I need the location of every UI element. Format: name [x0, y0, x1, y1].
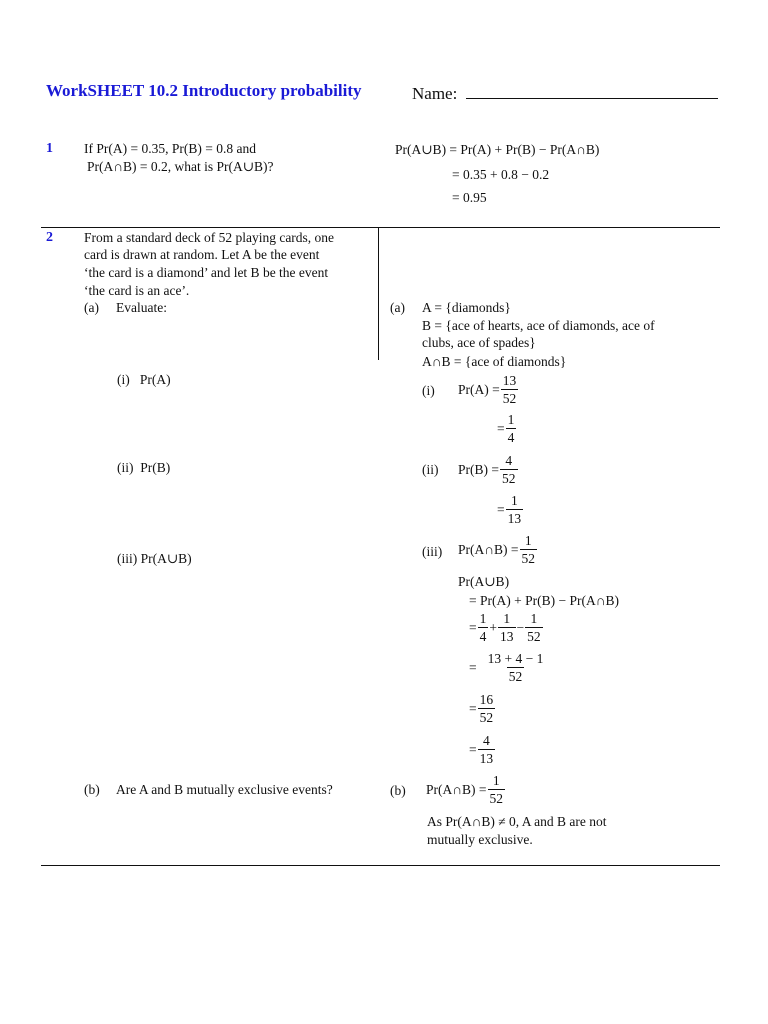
- part-b-text: Are A and B mutually exclusive events?: [116, 782, 333, 797]
- answer-iii-step1: [458, 532, 538, 567]
- numerator: 13 + 4 − 1: [487, 651, 544, 666]
- part-a-ii: (ii) Pr(B): [117, 460, 171, 475]
- denominator: 52: [521, 551, 535, 566]
- denominator: 52: [502, 391, 517, 406]
- answer-iii-step-16: [469, 691, 496, 726]
- fraction: [488, 772, 506, 807]
- numerator: 13: [502, 373, 517, 388]
- answer-1-line3: = 0.95: [452, 190, 487, 205]
- answer-1-line2: = 0.35 + 0.8 − 0.2: [452, 167, 550, 182]
- answer-b-step1: [426, 772, 506, 807]
- numerator: 1: [503, 611, 511, 626]
- denominator: 13: [507, 511, 522, 526]
- answer-iii-line2: Pr(A∪B): [458, 574, 510, 589]
- equals-sign: =: [469, 620, 477, 635]
- question-1-text-line1: If Pr(A) = 0.35, Pr(B) = 0.8 and: [84, 141, 256, 156]
- plus-sign: +: [489, 620, 497, 635]
- part-a-i: (i) Pr(A): [117, 372, 171, 387]
- numerator: 4: [505, 453, 513, 468]
- answer-ii-expr: Pr(B) =: [458, 462, 499, 477]
- fraction: [520, 532, 538, 567]
- answer-i-label: (i): [422, 383, 435, 398]
- part-a-label: (a): [84, 300, 99, 315]
- answer-iii-step-sum: [469, 610, 544, 645]
- question-2-intro-line1: From a standard deck of 52 playing cards, one: [84, 230, 335, 245]
- numerator: 16: [479, 692, 494, 707]
- denominator: 52: [502, 471, 516, 486]
- answer-a-line3: clubs, ace of spades}: [422, 335, 536, 350]
- worksheet-title: WorkSHEET 10.2 Introductory probability: [46, 81, 362, 100]
- answer-iii-expr: Pr(A∩B) =: [458, 542, 519, 557]
- answer-a-line1: A = {diamonds}: [422, 300, 511, 315]
- answer-iii-label: (iii): [422, 544, 443, 559]
- fraction: [506, 411, 517, 446]
- fraction: [506, 492, 524, 527]
- fraction: [525, 610, 543, 645]
- fraction: [478, 610, 489, 645]
- answer-iii-step-combined: [469, 650, 554, 685]
- denominator: 4: [507, 430, 515, 445]
- answer-b-line2: As Pr(A∩B) ≠ 0, A and B are not: [427, 814, 607, 829]
- numerator: 4: [483, 733, 490, 748]
- name-label-text: Name:: [412, 84, 458, 103]
- equals-sign: =: [497, 502, 505, 517]
- answer-b-label: (b): [390, 783, 406, 798]
- answer-a-line2: B = {ace of hearts, ace of diamonds, ace of: [422, 318, 655, 333]
- question-1-text-line2: Pr(A∩B) = 0.2, what is Pr(A∪B)?: [87, 159, 274, 174]
- part-a-iii: (iii) Pr(A∪B): [117, 551, 192, 566]
- fraction: [478, 691, 496, 726]
- name-blank-line: [466, 84, 718, 99]
- numerator: 1: [492, 773, 500, 788]
- denominator: 4: [479, 629, 487, 644]
- denominator: 52: [479, 710, 494, 725]
- column-divider: [378, 228, 379, 360]
- name-label: [412, 84, 718, 102]
- numerator: 1: [479, 611, 487, 626]
- question-2-divider: [41, 865, 720, 866]
- fraction: [500, 452, 518, 487]
- numerator: 1: [530, 611, 538, 626]
- equals-sign: =: [469, 742, 477, 757]
- denominator: 13: [500, 629, 514, 644]
- minus-sign: −: [516, 620, 525, 635]
- answer-b-expr: Pr(A∩B) =: [426, 782, 487, 797]
- denominator: 52: [489, 791, 503, 806]
- fraction: [501, 372, 519, 407]
- answer-iii-line3: = Pr(A) + Pr(B) − Pr(A∩B): [469, 593, 619, 608]
- equals-sign: =: [469, 660, 477, 675]
- answer-b-line3: mutually exclusive.: [427, 832, 533, 847]
- denominator: 52: [527, 629, 541, 644]
- fraction: [478, 650, 554, 685]
- question-2-intro-line4: ‘the card is an ace’.: [84, 283, 190, 298]
- answer-i-expr: Pr(A) =: [458, 382, 500, 397]
- answer-iii-step-final: [469, 732, 496, 767]
- equals-sign: =: [469, 701, 477, 716]
- fraction: [478, 732, 496, 767]
- numerator: 1: [511, 493, 518, 508]
- numerator: 1: [524, 533, 532, 548]
- fraction: [498, 610, 516, 645]
- answer-i-step2: [497, 411, 517, 446]
- question-2-number: 2: [46, 230, 53, 245]
- part-a-text: Evaluate:: [116, 300, 167, 315]
- answer-a-line4: A∩B = {ace of diamonds}: [422, 354, 567, 369]
- equals-sign: =: [497, 421, 505, 436]
- denominator: 13: [479, 751, 494, 766]
- answer-ii-label: (ii): [422, 462, 439, 477]
- question-2-intro-line3: ‘the card is a diamond’ and let B be the event: [84, 265, 329, 280]
- question-1-number: 1: [46, 141, 53, 156]
- answer-ii-step1: [458, 452, 519, 487]
- answer-a-label: (a): [390, 300, 405, 315]
- denominator: 52: [508, 669, 523, 684]
- answer-1-line1: Pr(A∪B) = Pr(A) + Pr(B) − Pr(A∩B): [395, 142, 600, 157]
- question-2-intro-line2: card is drawn at random. Let A be the event: [84, 247, 320, 262]
- answer-i-step1: [458, 372, 519, 407]
- part-b-label: (b): [84, 782, 100, 797]
- numerator: 1: [507, 412, 515, 427]
- question-1-divider: [41, 227, 720, 228]
- answer-ii-step2: [497, 492, 524, 527]
